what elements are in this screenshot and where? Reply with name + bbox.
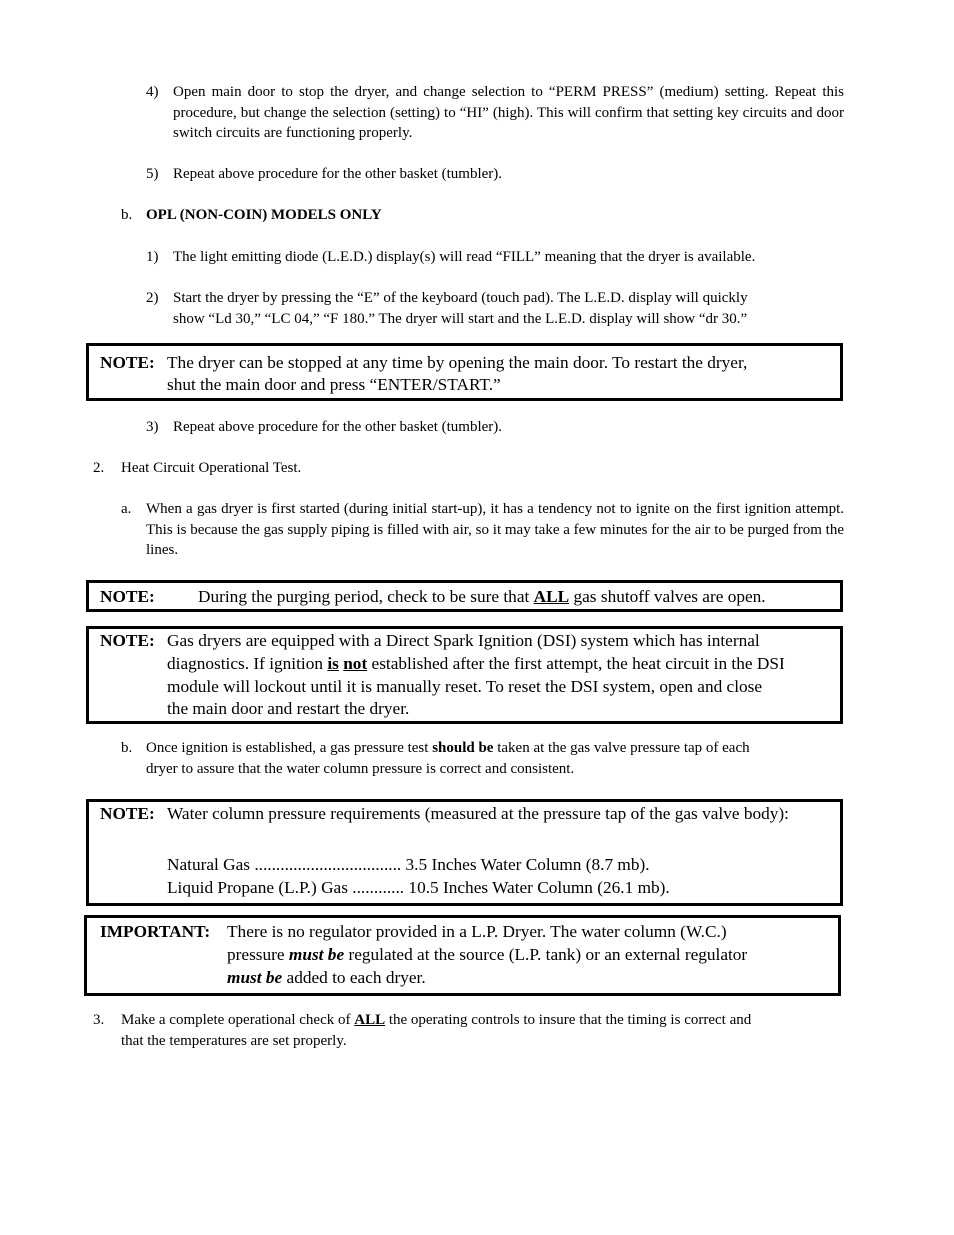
important-line-2-start: pressure (227, 945, 289, 964)
note-label: NOTE: (100, 631, 155, 650)
note-dsi-line-2-start: diagnostics. If ignition (167, 654, 328, 673)
section-3-end: the operating controls to insure that the timing is correct and (385, 1012, 752, 1028)
note-dsi-line-3: module will lockout until it is manually reset. To reset the DSI system, open and close (167, 677, 763, 696)
step-5-number: 5) (146, 166, 159, 182)
opl-step-3-number: 3) (146, 419, 159, 435)
section-3-line-1 (121, 1010, 846, 1031)
opl-step-2-number: 2) (146, 290, 159, 306)
note-label: NOTE: (100, 587, 155, 606)
note-box-water-column (86, 799, 843, 906)
step-4-text: Open main door to stop the dryer, and change selection to “PERM PRESS” (medium) setting. Repeat this procedure, but change the selection (setting) to “HI” (high). This will confirm that setting key circuits and door switch circuits are functioning properly. (173, 84, 844, 141)
note-text-line-2: shut the main door and press “ENTER/START.” (167, 375, 501, 394)
section-3-text (121, 1010, 846, 1051)
section-2-heading: Heat Circuit Operational Test. (121, 460, 302, 476)
heat-step-b-start: Once ignition is established, a gas pressure test (146, 740, 433, 756)
step-5-text: Repeat above procedure for the other basket (tumbler). (173, 166, 503, 182)
opl-step-2-line-1: Start the dryer by pressing the “E” of the keyboard (touch pad). The L.E.D. display will quickly (173, 290, 748, 306)
note-box-dsi (86, 626, 843, 724)
opl-step-1-text: The light emitting diode (L.E.D.) display(s) will read “FILL” meaning that the dryer is available. (173, 249, 756, 265)
important-label: IMPORTANT: (100, 922, 211, 941)
important-line-2-emphasis: must be (288, 945, 345, 964)
heat-step-b-line-2: dryer to assure that the water column pressure is correct and consistent. (146, 760, 575, 777)
heat-step-b-emphasis: should be (432, 740, 494, 756)
note-purging-text-start: During the purging period, check to be sure that (198, 587, 534, 606)
heat-step-b-number: b. (121, 740, 133, 756)
note-purging-text-end: gas shutoff valves are open. (569, 587, 766, 606)
natural-gas-row: Natural Gas .................................. 3.5 Inches Water Column (8.7 mb). (167, 855, 650, 874)
important-line-1: There is no regulator provided in a L.P. Dryer. The water column (W.C.) (227, 922, 727, 941)
important-line-2 (227, 944, 747, 967)
important-line-3-end: added to each dryer. (282, 968, 426, 987)
note-purging-text (198, 586, 766, 609)
important-box-regulator (84, 915, 841, 996)
note-purging-emphasis: ALL (533, 587, 570, 606)
heat-step-a-text: When a gas dryer is first started (during initial start-up), it has a tendency not to ignite on the first ignition attempt. This is because the gas supply piping is filled with air, so it may take a few minutes for the air to be purged from the lines. (146, 501, 844, 558)
section-3-start: Make a complete operational check of (121, 1012, 355, 1028)
section-3-emphasis: ALL (354, 1012, 386, 1028)
note-dsi-emphasis-not: not (343, 654, 368, 673)
heat-step-b-text (146, 738, 846, 779)
note-dsi-line-2-end: established after the first attempt, the heat circuit in the DSI (367, 654, 785, 673)
note-text-line-1: The dryer can be stopped at any time by opening the main door. To restart the dryer, (167, 353, 748, 372)
important-line-3-emphasis: must be (227, 968, 283, 987)
section-3-number: 3. (93, 1012, 105, 1028)
note-label: NOTE: (100, 353, 155, 372)
heat-step-b-line-1 (146, 738, 846, 759)
step-4-number: 4) (146, 84, 159, 100)
section-b-heading: OPL (NON-COIN) MODELS ONLY (146, 207, 382, 223)
note-box-stop-dryer (86, 343, 843, 401)
opl-step-3-text: Repeat above procedure for the other basket (tumbler). (173, 419, 503, 435)
liquid-propane-row: Liquid Propane (L.P.) Gas ............ 10.5 Inches Water Column (26.1 mb). (167, 878, 670, 897)
note-dsi-line-2 (167, 653, 785, 676)
section-2-number: 2. (93, 460, 105, 476)
important-line-3 (227, 967, 426, 990)
note-dsi-line-4: the main door and restart the dryer. (167, 699, 410, 718)
note-dsi-emphasis-is: is (327, 654, 339, 673)
opl-step-2-text (173, 288, 853, 329)
heat-step-b-end: taken at the gas valve pressure tap of each (493, 740, 750, 756)
note-dsi-line-1: Gas dryers are equipped with a Direct Spark Ignition (DSI) system which has internal (167, 631, 760, 650)
heat-step-a-number: a. (121, 501, 132, 517)
note-water-column-text: Water column pressure requirements (measured at the pressure tap of the gas valve body): (167, 804, 789, 823)
note-box-purging (86, 580, 843, 612)
opl-step-1-number: 1) (146, 249, 159, 265)
opl-step-2-line-2: show “Ld 30,” “LC 04,” “F 180.” The dryer will start and the L.E.D. display will show “dr 30.” (173, 310, 748, 327)
section-b-number: b. (121, 207, 133, 223)
important-line-2-end: regulated at the source (L.P. tank) or an external regulator (344, 945, 748, 964)
note-label: NOTE: (100, 804, 155, 823)
section-3-line-2: that the temperatures are set properly. (121, 1032, 347, 1049)
